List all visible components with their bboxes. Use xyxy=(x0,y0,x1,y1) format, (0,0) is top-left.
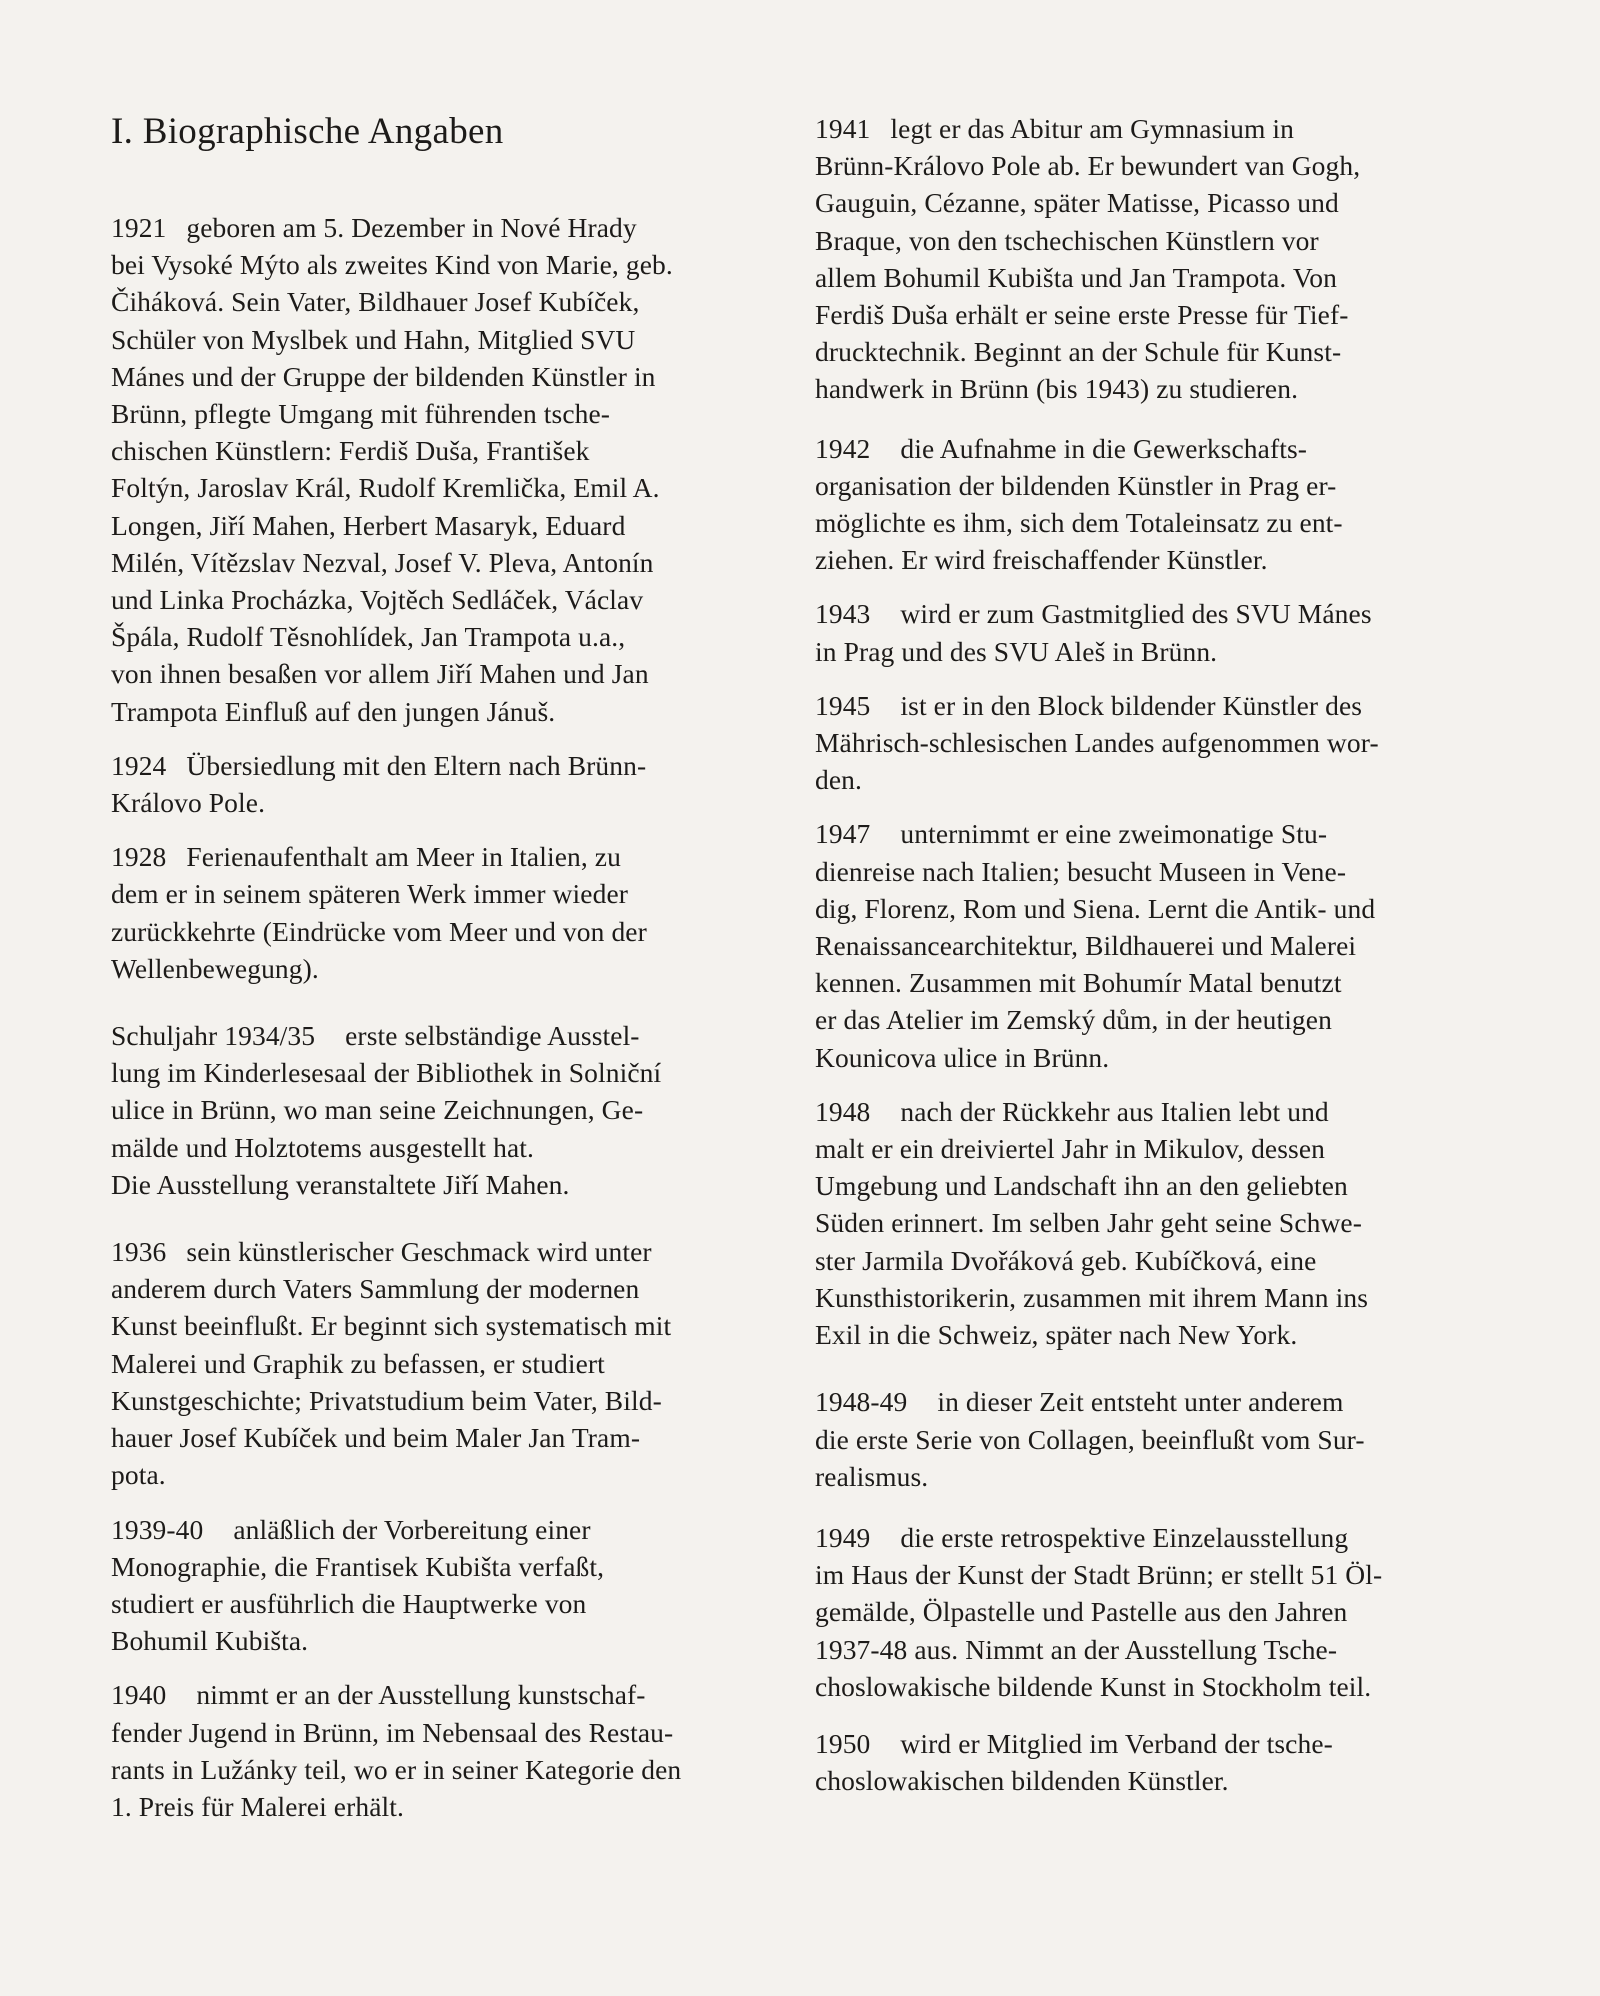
entry-year: 1943 xyxy=(815,598,871,630)
entry-text: wird er zum Gastmitglied des SVU Mánes in Prag und des SVU Aleš in Brünn. xyxy=(815,598,1372,667)
entry-1945 xyxy=(815,687,1515,799)
entry-year: 1947 xyxy=(815,818,871,850)
entry-text: Übersiedlung mit den Eltern nach Brünn- Královo Pole. xyxy=(111,749,647,819)
entry-year: Schuljahr 1934/35 xyxy=(111,1020,316,1052)
entry-1941 xyxy=(815,110,1515,408)
page-title: I. Biographische Angaben xyxy=(111,111,504,152)
entry-1940 xyxy=(111,1676,811,1825)
entry-year: 1942 xyxy=(815,432,871,464)
entry-1947 xyxy=(815,815,1515,1075)
entry-1924 xyxy=(111,747,811,821)
entry-text: geboren am 5. Dezember in Nové Hrady bei Vysoké Mýto als zweites Kind von Marie, geb. Čiháková. Sein Vater, Bildhauer Josef Kubíček, Schüler von Myslbek und Hahn, Mitglied SVU Mánes und der Gruppe der bildenden Künstler in Brünn, pflegte Umgang mit führenden tsche- chischen Künstlern: Ferdiš Duša, František Foltýn, Jaroslav Král, Rudolf Kremlička, Emil A. Longen, Jiří Mahen, Herbert Masaryk, Eduard Milén, Vítězslav Nezval, Josef V. Pleva, Antonín und Linka Procházka, Vojtěch Sedláček, Václav Špála, Rudolf Těsnohlídek, Jan Trampota u.a., von ihnen besaßen vor allem Jiří Mahen und Jan Trampota Einfluß auf den jungen Jánuš. xyxy=(111,212,673,727)
entry-year: 1928 xyxy=(111,841,167,873)
entry-year: 1950 xyxy=(815,1727,871,1759)
entry-year: 1940 xyxy=(111,1679,167,1711)
entry-1950 xyxy=(815,1725,1515,1799)
entry-text: wird er Mitglied im Verband der tsche- choslowakischen bildenden Künstler. xyxy=(815,1727,1333,1797)
entry-1934-35 xyxy=(111,1017,811,1203)
entry-text: nimmt er an der Ausstellung kunstschaf- fender Jugend in Brünn, im Nebensaal des Restau- rants in Lužánky teil, wo er in seiner Kategorie den 1. Preis für Malerei erhält. xyxy=(111,1679,682,1822)
entry-1936 xyxy=(111,1233,811,1493)
entry-text: sein künstlerischer Geschmack wird unter anderem durch Vaters Sammlung der modernen Kunst beeinflußt. Er beginnt sich systematisch mit Malerei und Graphik zu befassen, er studiert Kunstgeschichte; Privatstudium beim Vater, Bild- hauer Josef Kubíček und beim Maler Jan Tram- pota. xyxy=(111,1236,672,1491)
entry-year: 1948-49 xyxy=(815,1386,908,1418)
left-column xyxy=(111,108,811,1842)
entry-text: Ferienaufenthalt am Meer in Italien, zu dem er in seinem späteren Werk immer wieder zurückkehrte (Eindrücke vom Meer und von der Wellenbewegung). xyxy=(111,841,647,984)
entry-year: 1941 xyxy=(815,113,871,144)
entry-1948-49 xyxy=(815,1383,1515,1495)
entry-1948 xyxy=(815,1093,1515,1353)
entry-text: in dieser Zeit entsteht unter anderem die erste Serie von Collagen, beeinflußt vom Sur- realismus. xyxy=(815,1386,1365,1492)
entry-1928 xyxy=(111,838,811,987)
entry-text: legt er das Abitur am Gymnasium in Brünn-Královo Pole ab. Er bewundert van Gogh, Gauguin, Cézanne, später Matisse, Picasso und Braque, von den tschechischen Künstlern vor allem Bohumil Kubišta und Jan Trampota. Von Ferdiš Duša erhält er seine erste Presse für Tief- drucktechnik. Beginnt an der Schule für Kunst- handwerk in Brünn (bis 1943) zu studieren. xyxy=(815,113,1361,405)
entry-year: 1948 xyxy=(815,1095,871,1127)
entry-text: die Aufnahme in die Gewerkschafts- organisation der bildenden Künstler in Prag er- möglichte es ihm, sich dem Totaleinsatz zu ent- ziehen. Er wird freischaffender Künstler. xyxy=(815,432,1343,576)
entry-text: anläßlich der Vorbereitung einer Monographie, die Frantisek Kubišta verfaßt, studiert er ausführlich die Hauptwerke von Bohumil Kubišta. xyxy=(111,1513,605,1657)
entry-year: 1936 xyxy=(111,1236,167,1268)
entry-text: erste selbständige Ausstel- lung im Kinderlesesaal der Bibliothek in Solniční ulice in Brünn, wo man seine Zeichnungen, Ge- mälde und Holztotems ausgestellt hat. Die Ausstellung veranstaltete Jiří Mahen. xyxy=(111,1020,662,1200)
entry-text: unternimmt er eine zweimonatige Stu- dienreise nach Italien; besucht Museen in Vene- dig, Florenz, Rom und Siena. Lernt die Antik- und Renaissancearchitektur, Bildhauerei und Malerei kennen. Zusammen mit Bohumír Matal benutzt er das Atelier im Zemský dům, in der heutigen Kounicova ulice in Brünn. xyxy=(815,818,1376,1073)
entry-text: ist er in den Block bildender Künstler des Mährisch-schlesischen Landes aufgenommen wor- den. xyxy=(815,689,1379,796)
entry-text: nach der Rückkehr aus Italien lebt und malt er ein dreiviertel Jahr in Mikulov, dessen Umgebung und Landschaft ihn an den geliebten Süden erinnert. Im selben Jahr geht seine Schwe- ster Jarmila Dvořáková geb. Kubíčková, eine Kunsthistorikerin, zusammen mit ihrem Mann ins Exil in die Schweiz, später nach New York. xyxy=(815,1095,1369,1351)
entry-1942 xyxy=(815,430,1515,579)
entry-text: die erste retrospektive Einzelausstellung im Haus der Kunst der Stadt Brünn; er stellt 51 Öl- gemälde, Ölpastelle und Pastelle aus den Jahren 1937-48 aus. Nimmt an der Ausstellung Tsche- choslowakische bildende Kunst in Stockholm teil. xyxy=(815,1521,1383,1702)
right-column xyxy=(815,110,1515,1816)
entry-1943 xyxy=(815,595,1515,669)
entry-year: 1924 xyxy=(111,749,167,781)
entry-year: 1939-40 xyxy=(111,1513,204,1545)
entry-year: 1945 xyxy=(815,689,871,721)
entry-1921 xyxy=(111,209,811,730)
entry-year: 1949 xyxy=(815,1521,871,1553)
entry-1939-40 xyxy=(111,1511,811,1660)
entry-1949 xyxy=(815,1519,1515,1705)
entry-year: 1921 xyxy=(111,212,167,243)
